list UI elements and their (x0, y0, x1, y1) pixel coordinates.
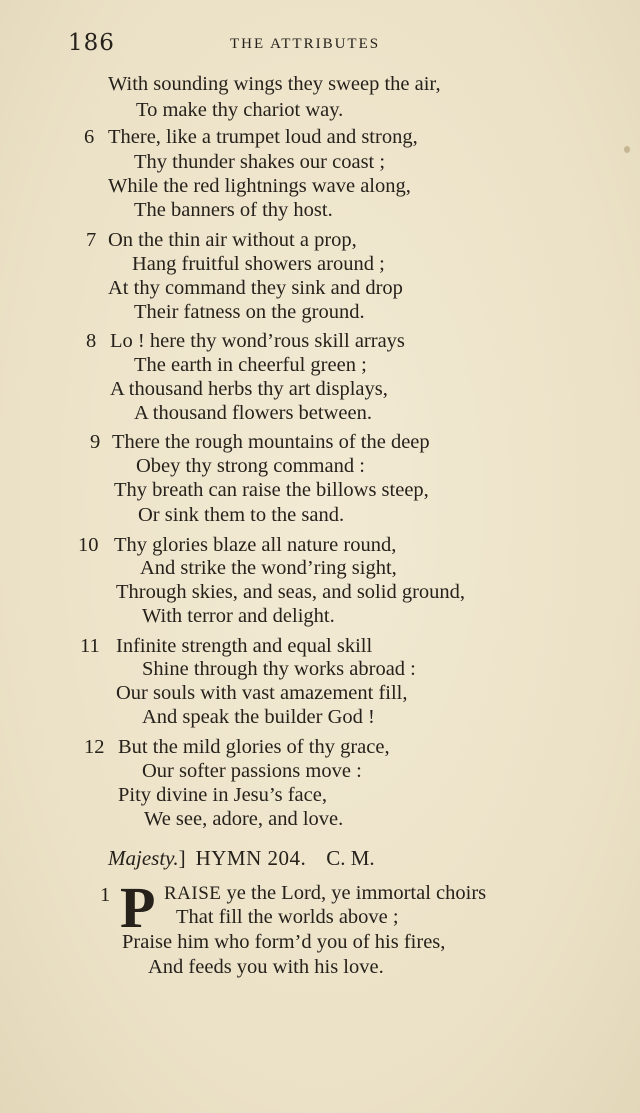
verse-line: While the red lightnings wave along, (108, 175, 411, 197)
first-word-small-caps: RAISE (164, 883, 222, 904)
verse-line: Our softer passions move : (142, 760, 362, 782)
verse-line: And feeds you with his love. (148, 956, 384, 978)
verse-line: Obey thy strong command : (136, 455, 365, 477)
verse-line: Thy glories blaze all nature round, (114, 534, 397, 556)
verse-line: We see, adore, and love. (144, 808, 344, 830)
verse-line: And speak the builder God ! (142, 706, 375, 728)
verse-number: 11 (80, 635, 100, 657)
verse-line: Lo ! here thy wond’rous skill arrays (110, 330, 405, 352)
page-number: 186 (68, 30, 115, 56)
verse-line-first (164, 880, 486, 907)
running-head: THE ATTRIBUTES (230, 36, 381, 52)
verse-line: A thousand flowers between. (134, 402, 372, 424)
verse-line: Or sink them to the sand. (138, 504, 345, 526)
verse-line: Thy breath can raise the billows steep, (114, 479, 429, 501)
verse-line: Shine through thy works abroad : (142, 658, 416, 680)
verse-line: Our souls with vast amazement fill, (116, 682, 408, 704)
hymn-bracket: ] (178, 846, 186, 870)
verse-number: 1 (100, 884, 111, 906)
paper-blemish (624, 146, 630, 153)
hymn-title: HYMN 204. (195, 846, 307, 870)
verse-line: Their fatness on the ground. (134, 301, 365, 323)
drop-cap: P (120, 875, 156, 940)
verse-line: With terror and delight. (142, 605, 335, 627)
verse-line: With sounding wings they sweep the air, (108, 73, 441, 95)
hymn-heading (108, 845, 375, 871)
verse-number: 10 (78, 534, 99, 556)
verse-number: 8 (86, 330, 97, 352)
verse-number: 9 (90, 431, 101, 453)
verse-line: The banners of thy host. (134, 199, 333, 221)
verse-line: On the thin air without a prop, (108, 229, 357, 251)
hymn-meter: C. M. (326, 846, 375, 870)
first-line-remainder: ye the Lord, ye immortal choirs (221, 882, 487, 904)
verse-line: To make thy chariot way. (136, 99, 344, 121)
verse-line: Praise him who form’d you of his fires, (122, 931, 446, 953)
verse-line: Thy thunder shakes our coast ; (134, 151, 386, 173)
hymn-topic: Majesty. (108, 846, 179, 870)
verse-number: 12 (84, 736, 105, 758)
verse-line: There, like a trumpet loud and strong, (108, 126, 418, 148)
verse-line: Hang fruitful showers around ; (132, 253, 385, 275)
verse-line: A thousand herbs thy art displays, (110, 378, 388, 400)
verse-number: 6 (84, 126, 95, 148)
verse-number: 7 (86, 229, 97, 251)
verse-line: There the rough mountains of the deep (112, 431, 430, 453)
verse-line: Infinite strength and equal skill (116, 635, 373, 657)
verse-line: The earth in cheerful green ; (134, 354, 367, 376)
verse-line: But the mild glories of thy grace, (118, 736, 390, 758)
verse-line: Through skies, and seas, and solid ground, (116, 581, 466, 603)
verse-line: Pity divine in Jesu’s face, (118, 784, 327, 806)
verse-line: At thy command they sink and drop (108, 277, 403, 299)
page-header (68, 30, 568, 60)
verse-line: And strike the wond’ring sight, (140, 557, 397, 579)
verse-line: That fill the worlds above ; (176, 906, 399, 928)
